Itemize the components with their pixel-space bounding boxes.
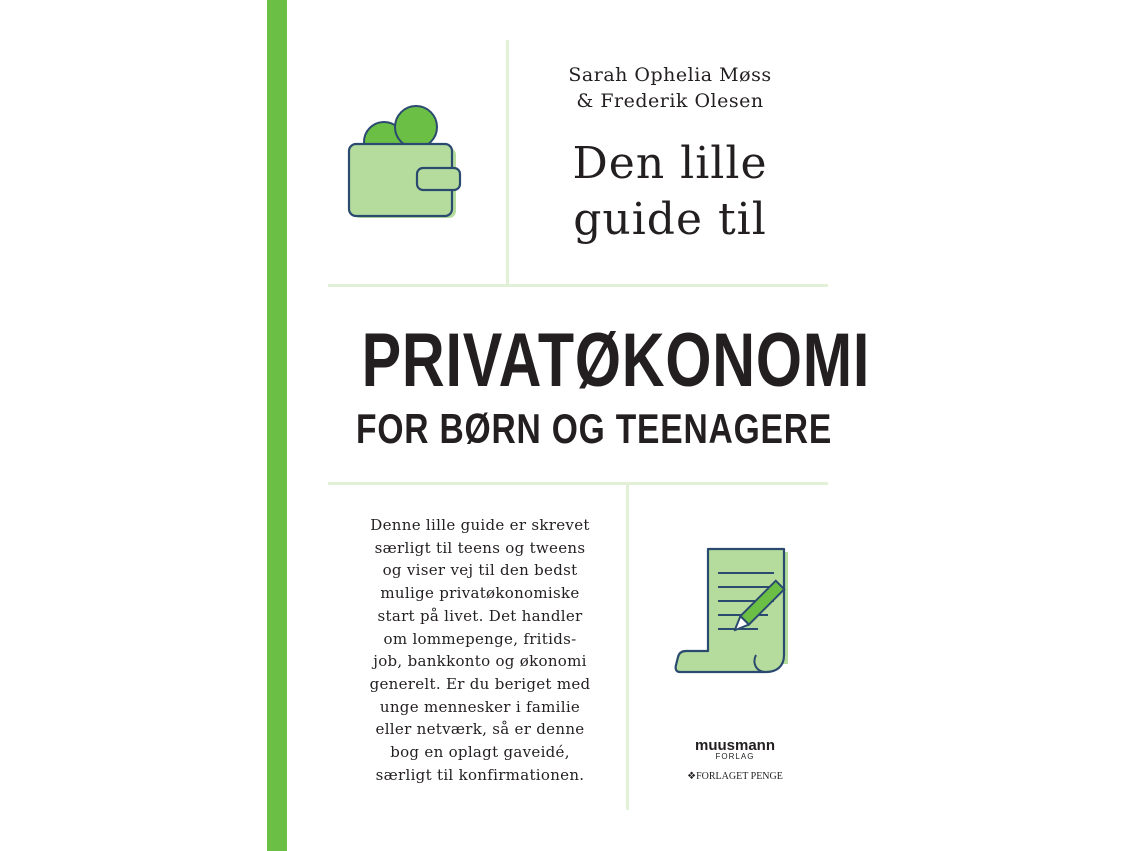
spine-accent-bar [267,0,287,851]
blurb-line: særligt til teens og tweens [374,538,586,557]
blurb-line: job, bankkonto og økonomi [373,652,587,671]
book-subtitle: FOR BØRN OG TEENAGERE [356,405,833,452]
author-line-2: & Frederik Olesen [576,90,764,112]
publisher-logo-sub: FORLAG [715,752,755,761]
blurb-line: eller netværk, så er denne [375,720,585,739]
blurb-line: generelt. Er du beriget med [369,674,591,693]
author-line-1: Sarah Ophelia Møss [568,64,772,86]
blurb-line: bog en oplagt gaveidé, [390,743,570,762]
vertical-divider-top [506,40,509,285]
wallet-with-coins-icon [340,100,470,225]
blurb-line: om lommepenge, fritids- [383,629,577,648]
vertical-divider-bottom [626,484,629,810]
blurb-line: Denne lille guide er skrevet [370,516,590,534]
blurb-line: start på livet. Det handler [377,606,583,625]
blurb-line: og viser vej til den bedst [382,561,578,580]
blurb-line: unge mennesker i familie [379,697,581,716]
book-title: PRIVATØKONOMI [361,318,871,403]
title-prefix-line-2: guide til [573,194,767,245]
document-with-pen-icon [668,543,808,678]
horizontal-divider-top [328,284,828,287]
title-prefix-line-1: Den lille [572,138,768,189]
back-blurb [335,514,625,786]
blurb-line: særligt til konfirmationen. [375,765,585,784]
publisher-logo-forlaget-penge: ❖FORLAGET PENGE [687,771,783,782]
blurb-line: mulige privatøkonomiske [380,584,580,603]
title-prefix [520,136,820,248]
publisher-logo-muusmann: muusmann [694,737,775,754]
authors [520,62,820,114]
horizontal-divider-bottom [328,482,828,485]
